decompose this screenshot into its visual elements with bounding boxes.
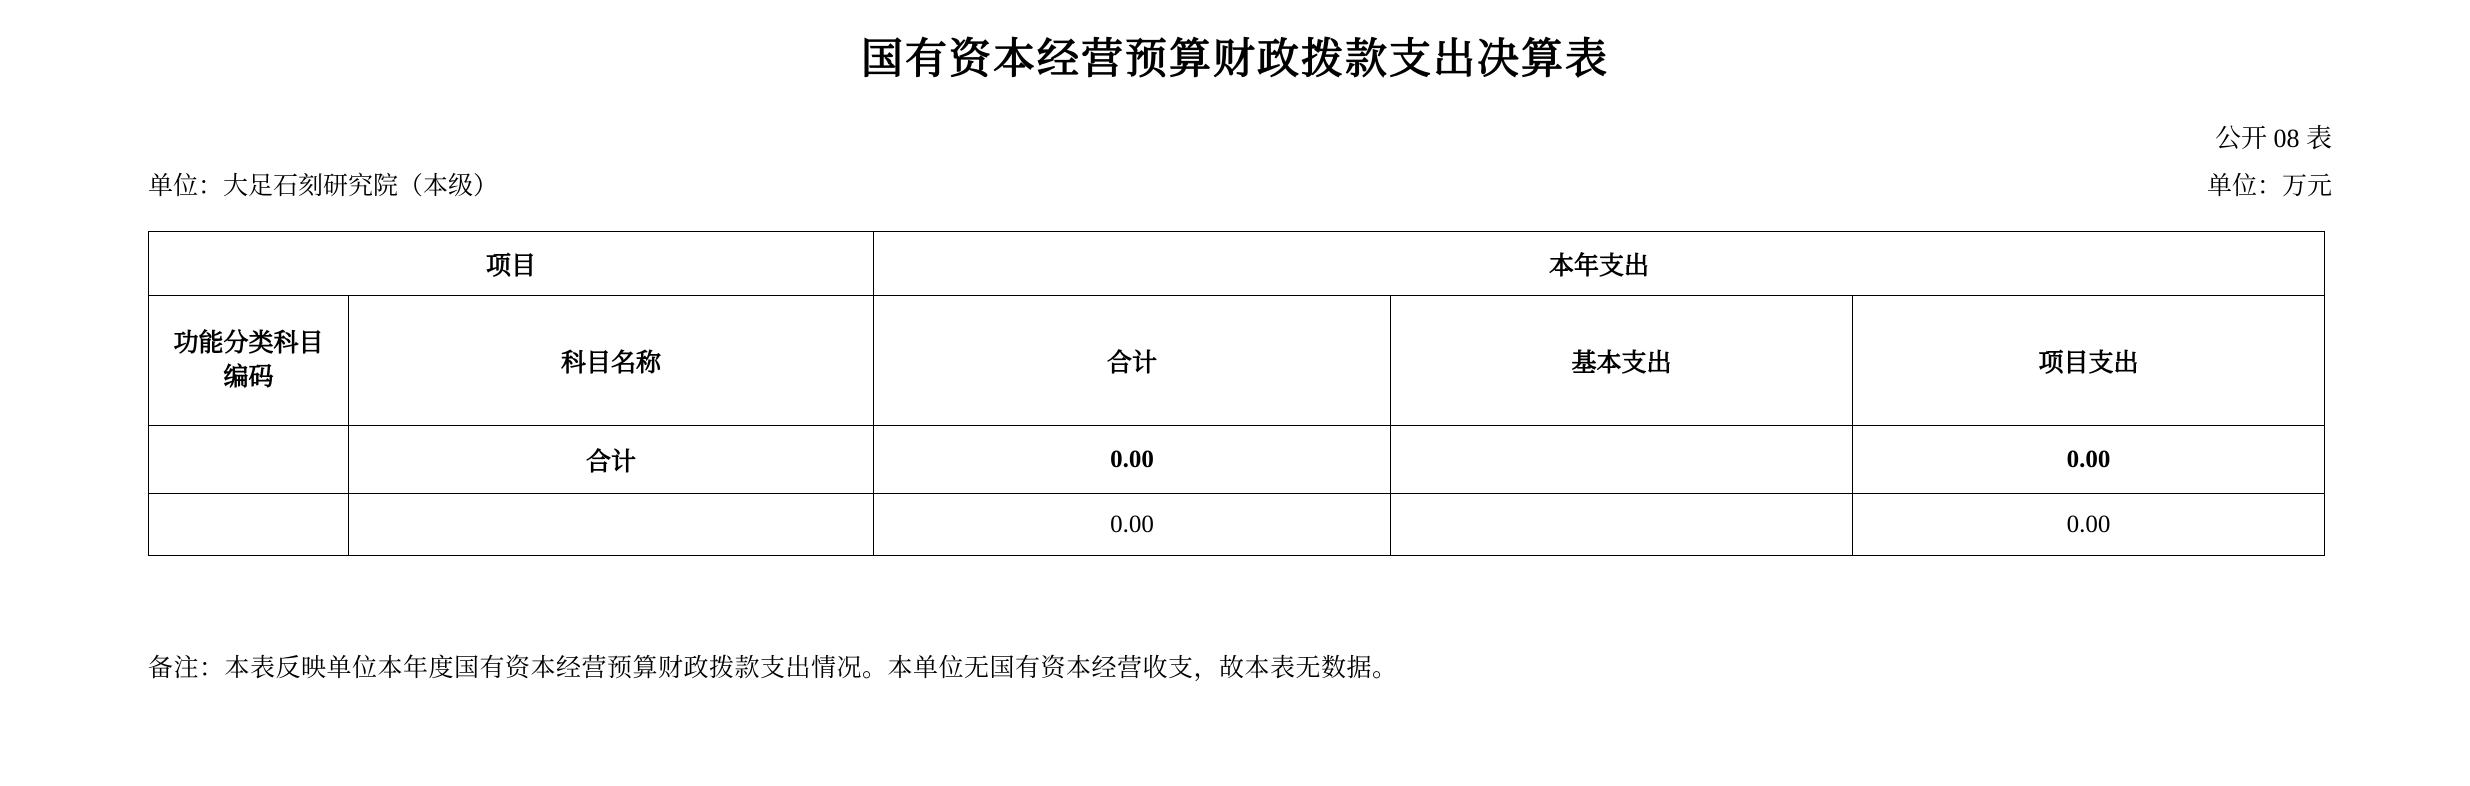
row-total-total: 0.00 (874, 426, 1391, 494)
header-function-code (149, 296, 349, 426)
amount-unit-label: 单位：万元 (2206, 173, 2332, 200)
table-row (149, 426, 2325, 494)
header-subject-name: 科目名称 (349, 296, 874, 426)
table-note: 备注：本表反映单位本年度国有资本经营预算财政拨款支出情况。本单位无国有资本经营收支，故本表无数据。 (148, 655, 1398, 682)
row-total-name: 合计 (349, 426, 874, 494)
table-row (149, 494, 2325, 556)
row-blank-project: 0.00 (1853, 494, 2325, 556)
header-function-code-line2: 编码 (223, 363, 274, 391)
table-header-group-row (149, 232, 2325, 296)
header-total: 合计 (874, 296, 1391, 426)
document-page (0, 26, 2470, 786)
row-blank-name (349, 494, 874, 556)
row-blank-code (149, 494, 349, 556)
header-basic-expenditure: 基本支出 (1391, 296, 1853, 426)
table-header-row (149, 296, 2325, 426)
header-group-project: 项目 (149, 232, 874, 296)
expenditure-table-wrapper (148, 231, 2324, 556)
header-function-code-line1: 功能分类科目 (173, 329, 324, 357)
row-blank-basic (1391, 494, 1853, 556)
row-total-code (149, 426, 349, 494)
row-blank-total: 0.00 (874, 494, 1391, 556)
page-title: 国有资本经营预算财政拨款支出决算表 (860, 37, 1609, 83)
header-project-expenditure: 项目支出 (1853, 296, 2325, 426)
unit-label: 单位：大足石刻研究院（本级） (148, 173, 499, 200)
header-group-current-year: 本年支出 (874, 232, 2325, 296)
row-total-project: 0.00 (1853, 426, 2325, 494)
expenditure-table (148, 231, 2325, 556)
row-total-basic (1391, 426, 1853, 494)
form-number: 公开 08 表 (2214, 124, 2332, 153)
